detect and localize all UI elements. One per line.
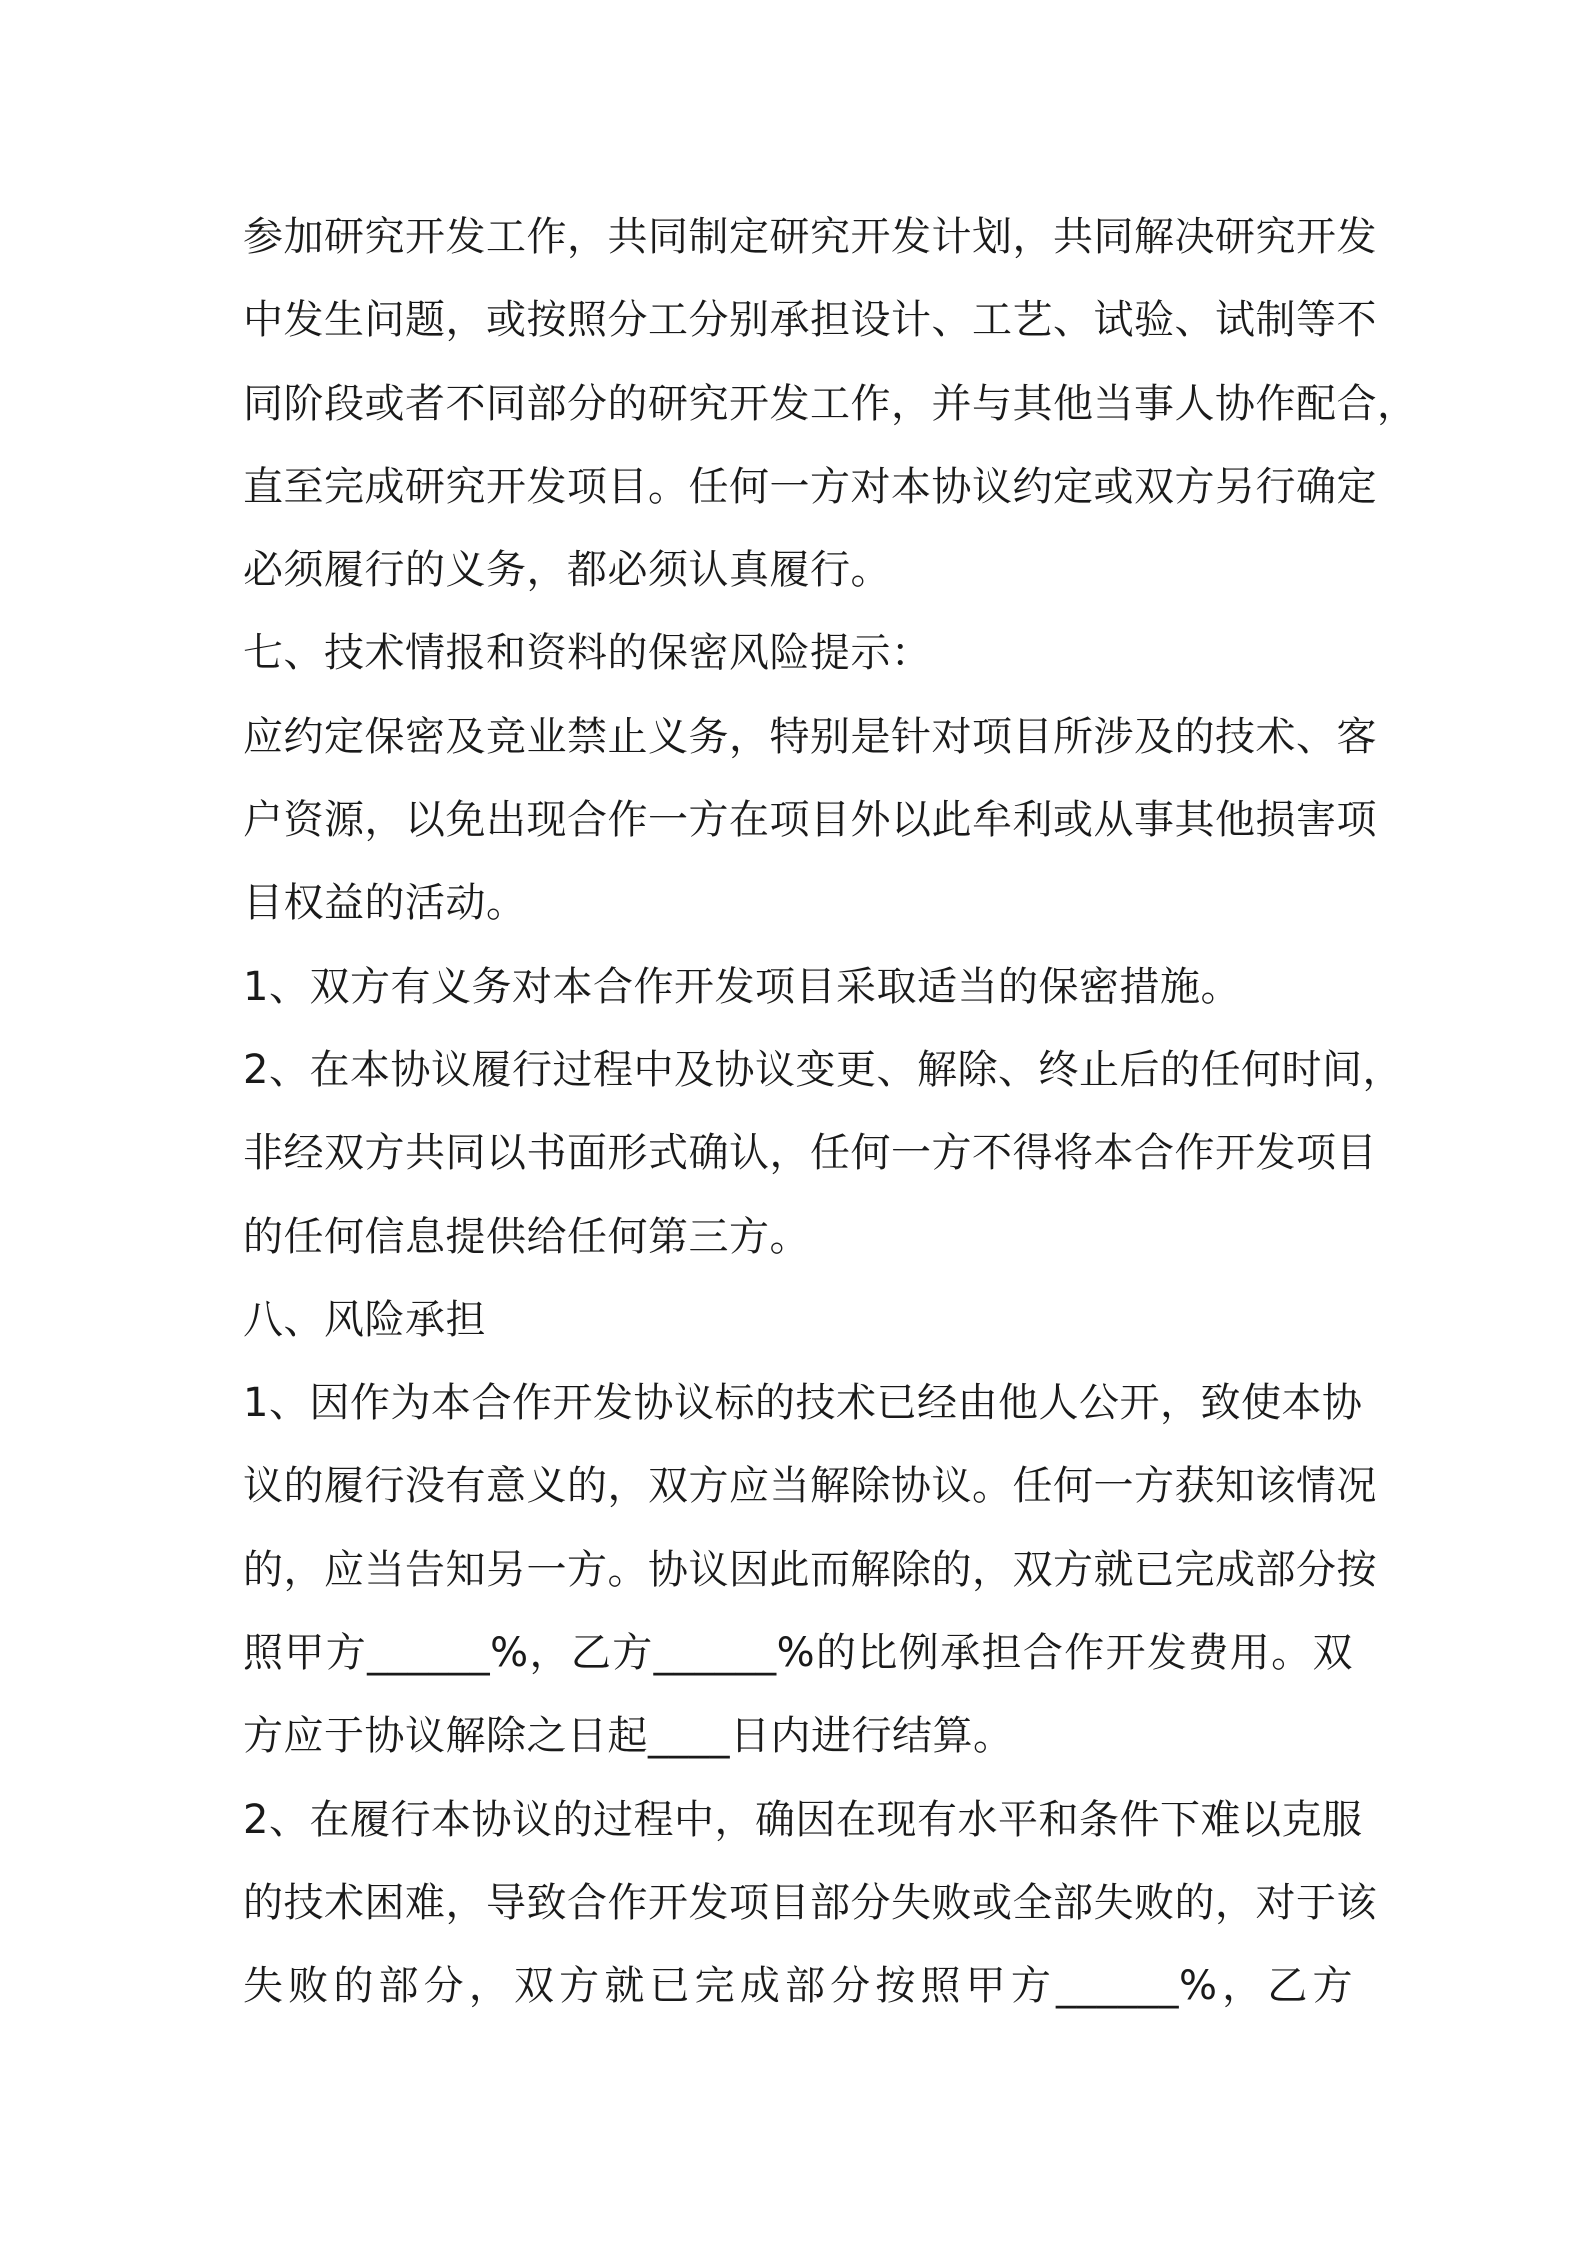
text-line-8: 户资源，以免出现合作一方在项目外以此牟利或从事其他损害项 bbox=[243, 797, 1377, 844]
clause-8-2-line-2: 的技术困难，导致合作开发项目部分失败或全部失败的，对于该 bbox=[243, 1879, 1377, 1926]
text-line-3: 同阶段或者不同部分的研究开发工作，并与其他当事人协作配合， bbox=[243, 380, 1418, 427]
text-line-1: 参加研究开发工作，共同制定研究开发计划，共同解决研究开发 bbox=[243, 214, 1377, 260]
clause-8-1-line-2: 议的履行没有意义的，双方应当解除协议。任何一方获知该情况 bbox=[243, 1463, 1377, 1510]
clause-7-2-line-2: 非经双方共同以书面形式确认，任何一方不得将本合作开发项目 bbox=[243, 1130, 1377, 1177]
section-heading-8: 八、风险承担 bbox=[243, 1296, 486, 1343]
clause-8-1-line-5: 方应于协议解除之日起____日内进行结算。 bbox=[243, 1713, 1014, 1760]
clause-7-2-line-1: 2、在本协议履行过程中及协议变更、解除、终止后的任何时间， bbox=[243, 1046, 1403, 1093]
clause-8-2-line-1: 2、在履行本协议的过程中，确因在现有水平和条件下难以克服 bbox=[243, 1796, 1363, 1843]
text-line-9: 目权益的活动。 bbox=[243, 880, 527, 927]
clause-8-2-line-3: 失败的部分，双方就已完成部分按照甲方______%，乙方 bbox=[243, 1963, 1353, 2010]
clause-7-1: 1、双方有义务对本合作开发项目采取适当的保密措施。 bbox=[243, 963, 1241, 1010]
text-line-5: 必须履行的义务，都必须认真履行。 bbox=[243, 547, 891, 594]
document-body bbox=[243, 196, 1418, 2029]
clause-7-2-line-3: 的任何信息提供给任何第三方。 bbox=[243, 1213, 810, 1260]
text-line-2: 中发生问题，或按照分工分别承担设计、工艺、试验、试制等不 bbox=[243, 297, 1377, 344]
text-line-7: 应约定保密及竞业禁止义务，特别是针对项目所涉及的技术、客 bbox=[243, 713, 1377, 760]
clause-8-1-line-3: 的，应当告知另一方。协议因此而解除的，双方就已完成部分按 bbox=[243, 1546, 1377, 1593]
section-heading-7: 七、技术情报和资料的保密风险提示： bbox=[243, 630, 932, 677]
clause-8-1-line-1: 1、因作为本合作开发协议标的技术已经由他人公开，致使本协 bbox=[243, 1380, 1363, 1427]
text-line-4: 直至完成研究开发项目。任何一方对本协议约定或双方另行确定 bbox=[243, 463, 1377, 510]
clause-8-1-line-4: 照甲方______%，乙方______%的比例承担合作开发费用。双 bbox=[243, 1630, 1353, 1677]
